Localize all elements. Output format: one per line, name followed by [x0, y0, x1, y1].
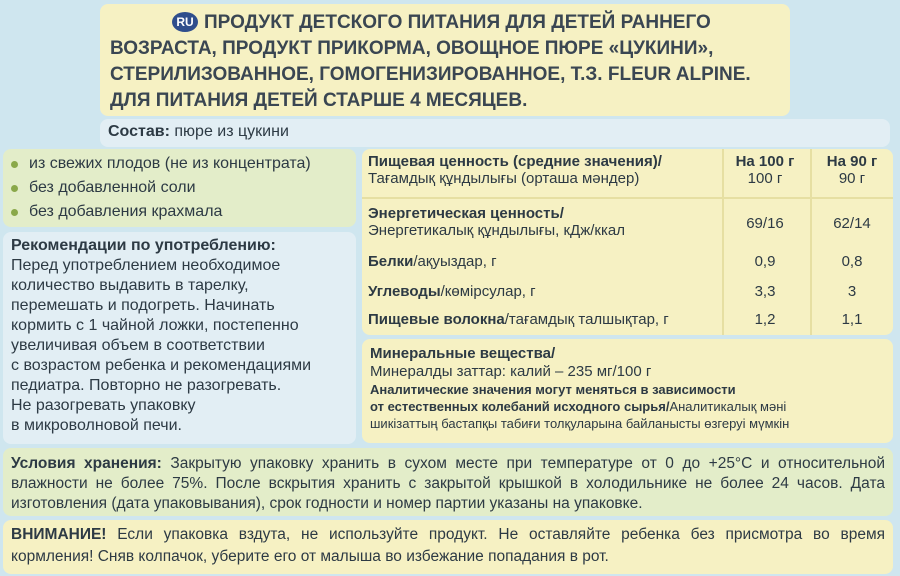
protein-label-kz: /ақуыздар, г [413, 253, 497, 270]
list-item: из свежих плодов (не из концентрата) [9, 152, 350, 176]
energy-value-90g: 62/14 [833, 215, 871, 232]
per-100g-header: На 100 г [735, 153, 795, 170]
carbs-value-100g: 3,3 [754, 283, 776, 300]
analytical-note-kz-1: Аналитикалық мәні [669, 399, 787, 414]
title-line-3: СТЕРИЛИЗОВАННОЕ, ГОМОГЕНИЗИРОВАННОЕ, Т.З. FLEUR ALPINE. [110, 64, 751, 85]
per-90g-subheader: 90 г [838, 170, 866, 187]
composition [100, 119, 890, 147]
minerals-content: Минералды заттар: калий – 235 мг/100 г [370, 363, 652, 380]
storage-text: Закрытую упаковку хранить в сухом месте при температуре от 0 до +25°С и относительной влажности не более 75%. После вскрытия хранить с закрытой крышкой в холодильнике не более 24 часов. Дата изготовления (дата упаковывания), срок годности и номер партии указаны на упаковке. [11, 455, 885, 512]
carbs-label-kz: /көмірсулар, г [440, 283, 536, 300]
recommendations-line: с возрастом ребенка и рекомендациями [11, 357, 312, 374]
nutrition-table [362, 149, 893, 335]
nutrition-header-label: Пищевая ценность (средние значения)/ [368, 153, 662, 170]
recommendations-line: педиатра. Повторно не разогревать. [11, 377, 282, 394]
recommendations-line: увеличивая объем в соответствии [11, 337, 265, 354]
title-line-4: ДЛЯ ПИТАНИЯ ДЕТЕЙ СТАРШЕ 4 МЕСЯЦЕВ. [110, 90, 528, 111]
recommendations-line: Не разогревать упаковку [11, 397, 196, 414]
analytical-note-kz-2: шикізаттың бастапқы табиғи толқуларына байланысты өзгеруі мүмкін [370, 416, 790, 431]
energy-row [368, 205, 888, 245]
fiber-label-kz: /тағамдық талшықтар, г [504, 311, 669, 328]
protein-value-90g: 0,8 [841, 253, 863, 270]
warning-text: Если упаковка вздута, не используйте продукт. Не оставляйте ребенка без присмотра во время кормления! Сняв колпачок, уберите его от малыша во избежание попадания в рот. [11, 526, 886, 565]
recommendations-line: кормить с 1 чайной ложки, постепенно [11, 317, 299, 334]
feature-list [3, 149, 356, 227]
carbs-row [368, 283, 888, 303]
protein-value-100g: 0,9 [754, 253, 776, 270]
recommendations-line: перемешать и подогреть. Начинать [11, 297, 275, 314]
fiber-value-100g: 1,2 [754, 311, 776, 328]
list-item: без добавленной соли [9, 176, 350, 200]
nutrition-header-row [368, 153, 888, 193]
energy-value-100g: 69/16 [746, 215, 784, 232]
composition-label: Состав: [108, 123, 170, 140]
minerals-section [362, 339, 893, 443]
fiber-label: Пищевые волокна [368, 311, 505, 328]
recommendations-line: Перед употреблением необходимое [11, 257, 281, 274]
carbs-label: Углеводы [368, 283, 441, 300]
list-item: без добавления крахмала [9, 200, 350, 224]
fiber-row [368, 311, 888, 331]
recommendations-line: в микроволновой печи. [11, 417, 182, 434]
per-90g-header: На 90 г [826, 153, 878, 170]
per-100g-subheader: 100 г [747, 170, 783, 187]
title-line-1: ПРОДУКТ ДЕТСКОГО ПИТАНИЯ ДЛЯ ДЕТЕЙ РАННЕГО [204, 12, 711, 33]
storage-label: Условия хранения: [11, 455, 162, 472]
analytical-note-line-1: Аналитические значения могут меняться в зависимости [370, 382, 736, 397]
title-line-2: ВОЗРАСТА, ПРОДУКТ ПРИКОРМА, ОВОЩНОЕ ПЮРЕ «ЦУКИНИ», [110, 38, 714, 59]
warning-section [3, 520, 893, 574]
composition-text: пюре из цукини [174, 123, 289, 140]
ru-language-badge: RU [172, 12, 198, 32]
recommendations-heading: Рекомендации по употреблению: [11, 237, 276, 254]
protein-row [368, 253, 888, 273]
product-title [100, 4, 790, 116]
fiber-value-90g: 1,1 [841, 311, 863, 328]
carbs-value-90g: 3 [847, 283, 857, 300]
row-divider [362, 197, 893, 199]
energy-label: Энергетическая ценность/ [368, 205, 564, 222]
protein-label: Белки [368, 253, 414, 270]
storage-conditions [3, 448, 893, 516]
nutrition-header-label-kz: Тағамдық құндылығы (орташа мәндер) [368, 170, 640, 187]
analytical-note-line-2: от естественных колебаний исходного сырья/ [370, 399, 670, 414]
recommendations-line: количество выдавить в тарелку, [11, 277, 249, 294]
warning-label: ВНИМАНИЕ! [11, 526, 107, 543]
energy-label-kz: Энергетикалық құндылығы, кДж/ккал [368, 222, 625, 239]
minerals-heading: Минеральные вещества/ [370, 345, 556, 362]
usage-recommendations [3, 232, 356, 444]
